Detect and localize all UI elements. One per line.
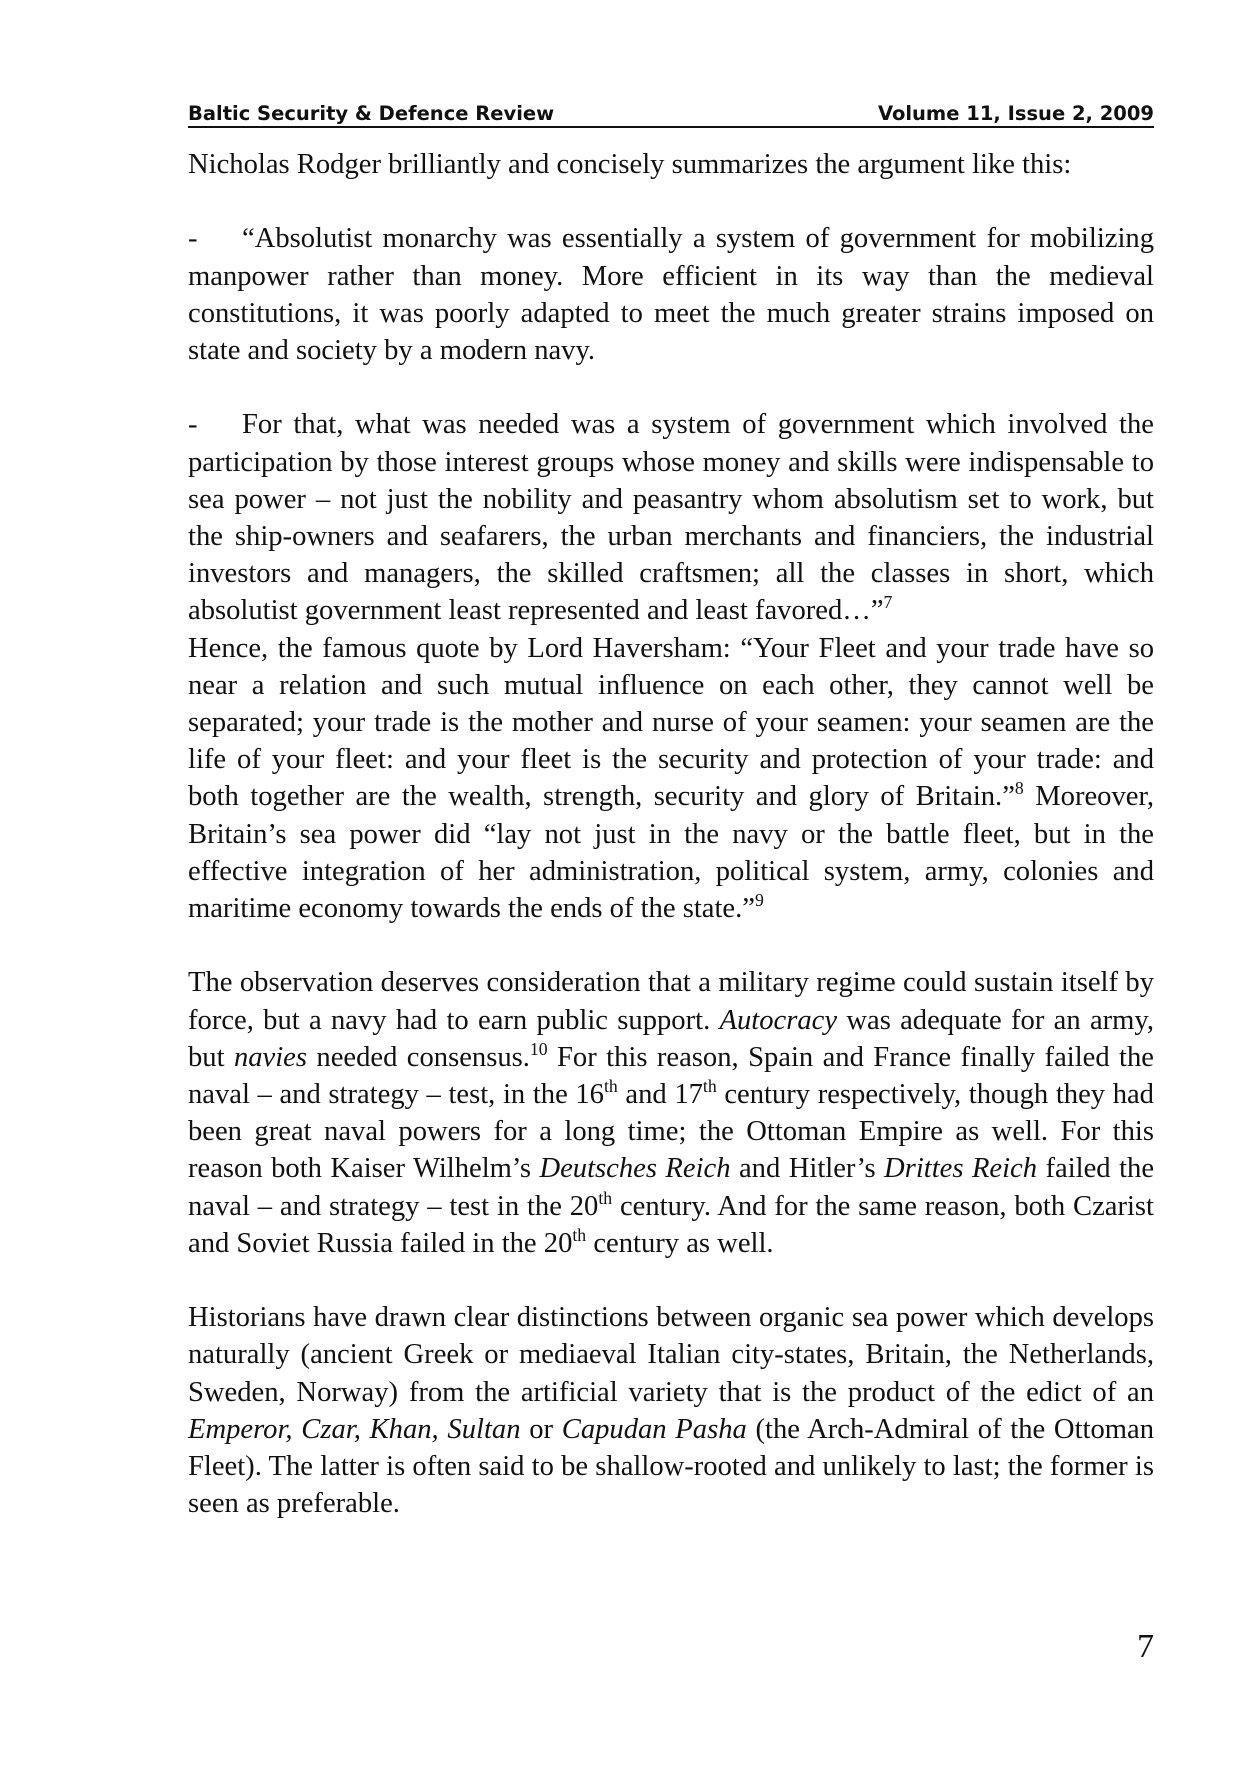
paragraph-text: (the Arch-Admiral of the Ottoman Fleet). The latter is often said to be shallow-rooted and unlikely to last; the former is seen as preferable. — [188, 1413, 1154, 1520]
footnote-ref-9: 9 — [754, 890, 764, 911]
footnote-ref-7: 7 — [883, 592, 893, 613]
paragraph-text: failed the naval – and strategy – test in the 20 — [188, 1153, 1155, 1222]
list-dash: - — [188, 223, 198, 255]
ordinal-suffix: th — [572, 1224, 587, 1245]
quote-item-1 — [188, 220, 1154, 369]
italic-term: Capudan Pasha — [561, 1413, 747, 1445]
paragraph-organic-sea-power — [188, 1299, 1154, 1522]
paragraph-text: and Hitler’s — [730, 1153, 885, 1185]
italic-term: Deutsches Reich — [539, 1153, 731, 1185]
italic-term: Drittes Reich — [884, 1153, 1038, 1185]
paragraph-text: century as well. — [586, 1227, 774, 1259]
paragraph-text: Historians have drawn clear distinctions between organic sea power which develops naturally (ancient Greek or mediaeval Italian city-states, Britain, the Netherlands, Sweden, Norway) from the artificial variety that is the product of the edict of an — [188, 1302, 1154, 1408]
paragraph-text: century. And for the same reason, both Czarist and Soviet Russia failed in the 20 — [188, 1190, 1154, 1259]
italic-term: Autocracy — [719, 1004, 838, 1036]
running-header — [188, 103, 1154, 128]
quote-item-2-text: For that, what was needed was a system of government which involved the participation by those interest groups whose money and skills were indispensable to sea power – not just the nobility and peasantry whom absolutism set to work, but the ship-owners and seafarers, the urban merchants and financiers, the industrial investors and managers, the skilled craftsmen; all the classes in short, which absolutist government least represented and least favored…” — [188, 409, 1154, 627]
paragraph-text: or — [520, 1413, 562, 1445]
journal-title: Baltic Security & Defence Review — [188, 102, 555, 125]
quote-intro: Nicholas Rodger brilliantly and concisely summarizes the argument like this: — [188, 149, 1072, 180]
paragraph-text: and 17 — [617, 1079, 703, 1111]
ordinal-suffix: th — [598, 1187, 613, 1208]
footnote-ref-10: 10 — [529, 1038, 548, 1059]
issue-info: Volume 11, Issue 2, 2009 — [877, 102, 1154, 125]
paragraph-text: Hence, the famous quote by Lord Haversham: “Your Fleet and your trade have so near a relation and such mutual influence on each other, they cannot well be separated; your trade is the mother and nurse of your seamen: your seamen are the life of your fleet: and your fleet is the security and protection of your trade: and both together are the wealth, strength, security and glory of Britain.” — [188, 632, 1154, 813]
paragraph-text: was adequate for an army, but — [188, 1004, 1154, 1073]
quote-item-1-text: “Absolutist monarchy was essentially a system of government for mobilizing manpower rather than money. More efficient in its way than the medieval constitutions, it was poorly adapted to meet the much greater strains imposed on state and society by a modern navy. — [188, 223, 1154, 366]
paragraph-text: century respectively, though they had been great naval powers for a long time; the Ottoman Empire as well. For this reason both Kaiser Wilhelm’s — [188, 1079, 1154, 1185]
italic-term: Emperor, Czar, Khan, Sultan — [188, 1413, 521, 1445]
ordinal-suffix: th — [702, 1076, 717, 1097]
paragraph-text: For this reason, Spain and France finally failed the naval – and strategy – test, in the 16 — [188, 1041, 1154, 1111]
italic-term: navies — [233, 1041, 308, 1073]
paragraph-consensus — [188, 964, 1154, 1262]
page-number: 7 — [1137, 1628, 1154, 1665]
paragraph-text: needed consensus. — [307, 1041, 530, 1073]
ordinal-suffix: th — [603, 1076, 618, 1097]
paragraph-haversham — [188, 630, 1154, 928]
paragraph-text: The observation deserves consideration that a military regime could sustain itself by force, but a navy had to earn public support. — [188, 967, 1154, 1036]
body-text — [188, 146, 1154, 1522]
paragraph-text: Moreover, Britain’s sea power did “lay not just in the navy or the battle fleet, but in the effective integration of her administration, political system, army, colonies and maritime economy towards the ends of the state.” — [188, 781, 1154, 925]
footnote-ref-8: 8 — [1014, 778, 1024, 799]
list-dash: - — [188, 409, 198, 441]
quote-block — [188, 146, 1154, 630]
quote-item-2 — [188, 406, 1154, 629]
